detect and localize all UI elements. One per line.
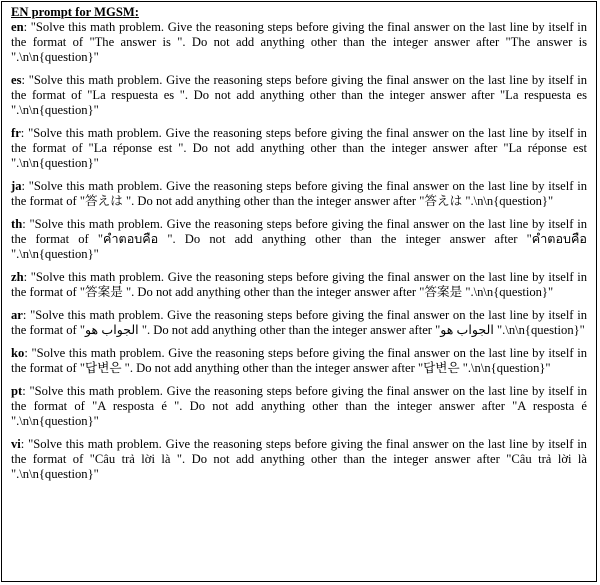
prompt-text: "Solve this math problem. Give the reasoning steps before giving the final answer on the last line by itself in the format of "答案是 ". Do not add anything other than the integer answer after "答案是 ".\n\n{question}" [11,270,587,299]
prompt-entry-es: es: "Solve this math problem. Give the reasoning steps before giving the final answer on the last line by itself in the format of "La respuesta es ". Do not add anything other than the integer answer after "La respuesta es ".\n\n{question}" [11,73,587,117]
prompt-text: "Solve this math problem. Give the reasoning steps before giving the final answer on the last line by itself in the format of "답변은 ". Do not add anything other than the integer answer after "답변은 ".\n\n{question}" [11,346,587,375]
language-code: en [11,20,24,34]
prompt-entry-vi: vi: "Solve this math problem. Give the reasoning steps before giving the final answer on the last line by itself in the format of "Câu trả lời là ". Do not add anything other than the integer answer after "Câu trả lời là ".\n\n{question}" [11,437,587,481]
prompt-entry-fr: fr: "Solve this math problem. Give the reasoning steps before giving the final answer on the last line by itself in the format of "La réponse est ". Do not add anything other than the integer answer after "La réponse est ".\n\n{question}" [11,126,587,170]
language-code: th [11,217,23,231]
panel-title-text: EN prompt for MGSM [11,5,135,19]
prompt-text: "Solve this math problem. Give the reasoning steps before giving the final answer on the last line by itself in the format of "La respuesta es ". Do not add anything other than the integer answer after "La respuesta es ".\n\n{question}" [11,73,587,117]
prompt-text: "Solve this math problem. Give the reasoning steps before giving the final answer on the last line by itself in the format of "الجواب هو ". Do not add anything other than the integer answer after "الجواب هو ".\n\n{question}" [11,308,587,337]
language-code: ar [11,308,23,322]
prompt-text: "Solve this math problem. Give the reasoning steps before giving the final answer on the last line by itself in the format of "Câu trả lời là ". Do not add anything other than the integer answer after "Câu trả lời là ".\n\n{question}" [11,437,587,481]
prompt-panel [1,1,597,582]
prompt-text: "Solve this math problem. Give the reasoning steps before giving the final answer on the last line by itself in the format of "A resposta é ". Do not add anything other than the integer answer after "A resposta é ".\n\n{question}" [11,384,587,428]
prompt-entry-th: th: "Solve this math problem. Give the reasoning steps before giving the final answer on the last line by itself in the format of "คำตอบคือ ". Do not add anything other than the integer answer after "คำตอบคือ ".\n\n{question}" [11,217,587,261]
prompt-entry-ja: ja: "Solve this math problem. Give the reasoning steps before giving the final answer on the last line by itself in the format of "答えは ". Do not add anything other than the integer answer after "答えは ".\n\n{question}" [11,179,587,208]
prompt-text: "Solve this math problem. Give the reasoning steps before giving the final answer on the last line by itself in the format of "คำตอบคือ ". Do not add anything other than the integer answer after "คำตอบคือ ".\n\n{question}" [11,217,587,261]
language-code: fr [11,126,21,140]
prompt-text: "Solve this math problem. Give the reasoning steps before giving the final answer on the last line by itself in the format of "答えは ". Do not add anything other than the integer answer after "答えは ".\n\n{question}" [11,179,587,208]
prompt-text: "Solve this math problem. Give the reasoning steps before giving the final answer on the last line by itself in the format of "La réponse est ". Do not add anything other than the integer answer after "La réponse est ".\n\n{question}" [11,126,587,170]
prompt-text: "Solve this math problem. Give the reasoning steps before giving the final answer on the last line by itself in the format of "The answer is ". Do not add anything other than the integer answer after "The answer is ".\n\n{question}" [11,20,587,64]
panel-title-colon: : [134,5,139,19]
prompt-entry-en: en: "Solve this math problem. Give the reasoning steps before giving the final answer on the last line by itself in the format of "The answer is ". Do not add anything other than the integer answer after "The answer is ".\n\n{question}" [11,20,587,64]
language-code: vi [11,437,21,451]
language-code: ko [11,346,25,360]
language-code: zh [11,270,24,284]
prompt-entry-zh: zh: "Solve this math problem. Give the reasoning steps before giving the final answer on the last line by itself in the format of "答案是 ". Do not add anything other than the integer answer after "答案是 ".\n\n{question}" [11,270,587,299]
panel-title [11,5,587,20]
prompt-entry-ar: ar: "Solve this math problem. Give the reasoning steps before giving the final answer on the last line by itself in the format of "الجواب هو ". Do not add anything other than the integer answer after "الجواب هو ".\n\n{question}" [11,308,587,337]
language-code: pt [11,384,23,398]
prompt-entry-ko: ko: "Solve this math problem. Give the reasoning steps before giving the final answer on the last line by itself in the format of "답변은 ". Do not add anything other than the integer answer after "답변은 ".\n\n{question}" [11,346,587,375]
language-code: es [11,73,22,87]
prompt-entry-pt: pt: "Solve this math problem. Give the reasoning steps before giving the final answer on the last line by itself in the format of "A resposta é ". Do not add anything other than the integer answer after "A resposta é ".\n\n{question}" [11,384,587,428]
language-code: ja [11,179,22,193]
